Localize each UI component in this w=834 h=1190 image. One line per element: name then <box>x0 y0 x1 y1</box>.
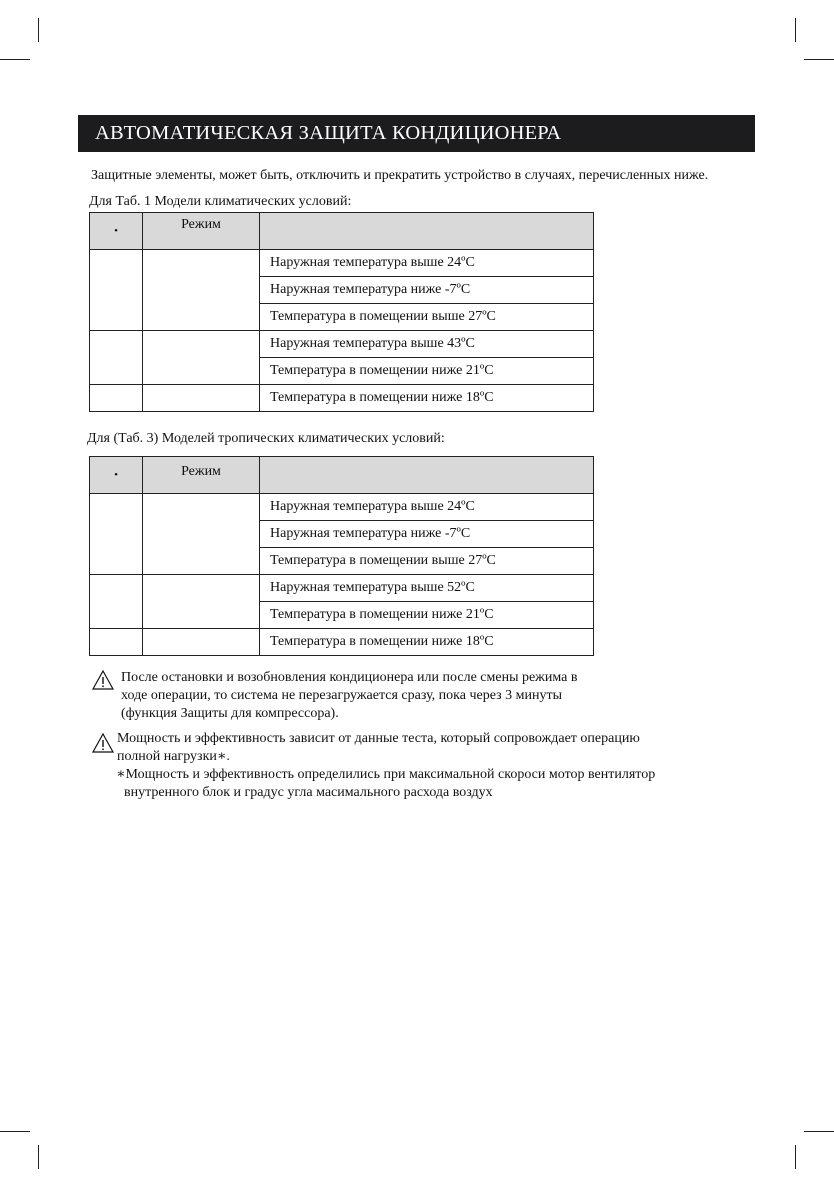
intro-text: Защитные элементы, может быть, отключить и прекратить устройство в случаях, перечисленных ниже. <box>91 168 709 183</box>
header-mode: Режим <box>143 457 260 494</box>
condition-cell: Наружная температура ниже -7ºC <box>260 521 594 548</box>
table2-protection-conditions <box>89 456 594 656</box>
mode-cell <box>90 629 143 656</box>
table-row <box>90 331 594 358</box>
mode-cell <box>143 385 260 412</box>
table-row <box>90 494 594 521</box>
note-performance-test <box>117 730 640 766</box>
crop-mark-icon <box>804 1131 834 1132</box>
condition-cell: Температура в помещении ниже 21ºC <box>260 602 594 629</box>
crop-mark-icon <box>804 59 834 60</box>
header-mode: Режим <box>143 213 260 250</box>
mode-cell <box>143 250 260 331</box>
note-line: (функция Защиты для компрессора). <box>121 706 339 721</box>
note-compressor-protection <box>121 669 577 723</box>
note-line: После остановки и возобновления кондиционера или после смены режима в <box>121 670 578 685</box>
condition-cell: Наружная температура ниже -7ºC <box>260 277 594 304</box>
table-row <box>90 250 594 277</box>
crop-mark-icon <box>795 1145 796 1169</box>
mode-cell <box>90 575 143 629</box>
table-row <box>90 385 594 412</box>
note-line: Мощность и эффективность зависит от данные теста, который сопровождает операцию <box>117 731 640 746</box>
mode-cell <box>143 575 260 629</box>
warning-triangle-icon <box>92 733 114 753</box>
mode-cell <box>90 494 143 575</box>
condition-cell: Наружная температура выше 52ºC <box>260 575 594 602</box>
mode-cell <box>90 331 143 385</box>
mode-cell <box>143 494 260 575</box>
condition-cell: Температура в помещении ниже 18ºC <box>260 385 594 412</box>
footnote-line: ∗Мощность и эффективность определились при максимальной скороси мотор вентилятор <box>116 767 656 782</box>
crop-mark-icon <box>0 1131 30 1132</box>
table1-caption: Для Таб. 1 Модели климатических условий: <box>89 194 352 209</box>
crop-mark-icon <box>38 1145 39 1169</box>
footnote <box>116 766 655 802</box>
condition-cell: Наружная температура выше 43ºC <box>260 331 594 358</box>
condition-cell: Наружная температура выше 24ºC <box>260 250 594 277</box>
table-row <box>90 629 594 656</box>
footnote-line: внутренного блок и градус угла масимального расхода воздух <box>124 785 493 800</box>
mode-cell <box>90 250 143 331</box>
table-header-row <box>90 213 594 250</box>
mode-cell <box>90 385 143 412</box>
crop-mark-icon <box>795 18 796 42</box>
table2-caption: Для (Таб. 3) Моделей тропических климатических условий: <box>87 431 445 446</box>
condition-cell: Температура в помещении ниже 18ºC <box>260 629 594 656</box>
mode-cell <box>143 331 260 385</box>
mode-cell <box>143 629 260 656</box>
page-title: АВТОМАТИЧЕСКАЯ ЗАЩИТА КОНДИЦИОНЕРА <box>78 115 755 152</box>
condition-cell: Температура в помещении ниже 21ºC <box>260 358 594 385</box>
note-line: полной нагрузки∗. <box>117 749 230 764</box>
header-bullet: • <box>90 457 143 494</box>
condition-cell: Температура в помещении выше 27ºC <box>260 548 594 575</box>
header-condition <box>260 213 594 250</box>
condition-cell: Наружная температура выше 24ºC <box>260 494 594 521</box>
note-line: ходе операции, то система не перезагружается сразу, пока через 3 минуты <box>121 688 563 703</box>
condition-cell: Температура в помещении выше 27ºC <box>260 304 594 331</box>
warning-triangle-icon <box>92 670 114 690</box>
table-header-row <box>90 457 594 494</box>
header-condition <box>260 457 594 494</box>
table1-protection-conditions <box>89 212 594 412</box>
crop-mark-icon <box>0 59 30 60</box>
crop-mark-icon <box>38 18 39 42</box>
header-bullet: • <box>90 213 143 250</box>
table-row <box>90 575 594 602</box>
